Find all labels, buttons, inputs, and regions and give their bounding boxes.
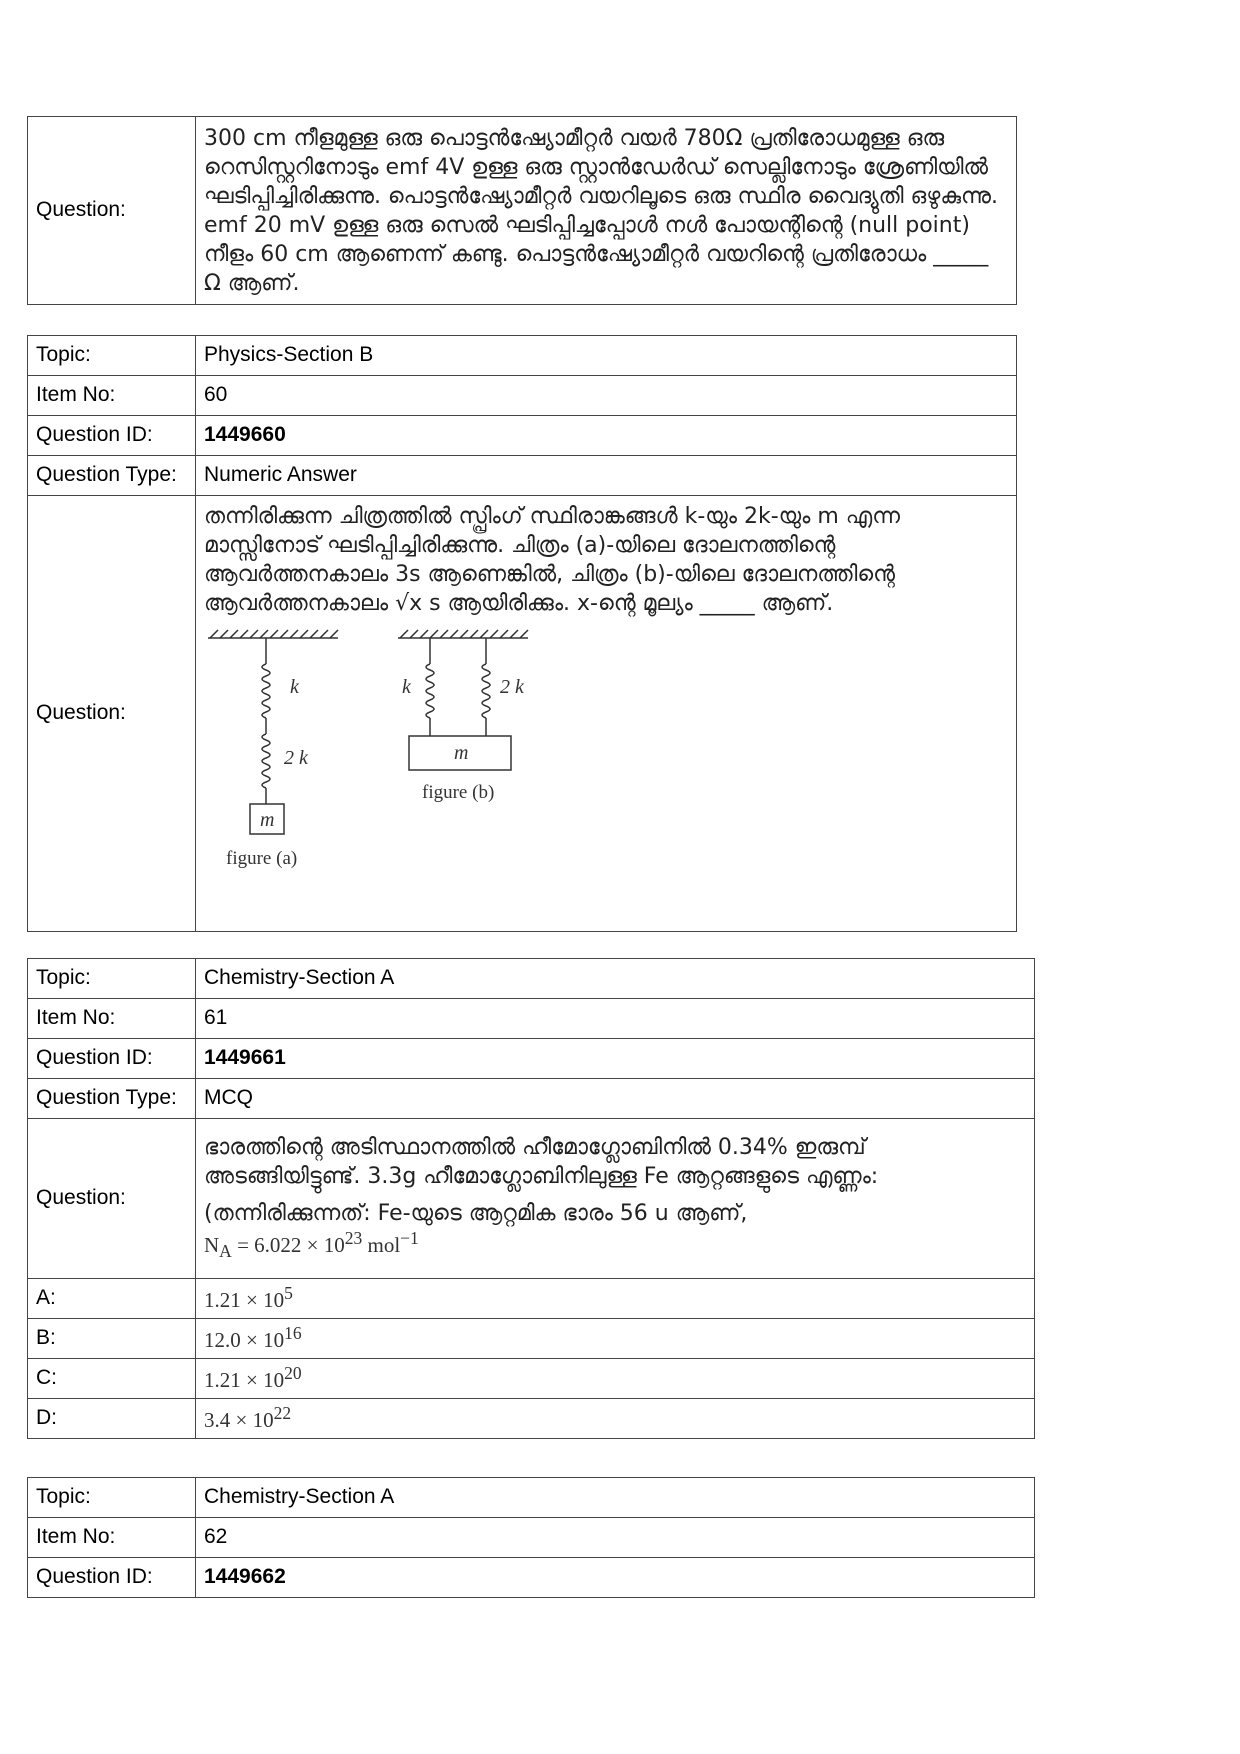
given-text: (തന്നിരിക്കുന്നത്: Fe-യുടെ ആറ്റമിക ഭാരം 56 u ആണ്, xyxy=(204,1201,748,1227)
topic-value: Chemistry-Section A xyxy=(196,959,1035,999)
topic-value: Chemistry-Section A xyxy=(196,1478,1035,1518)
topic-value: Physics-Section B xyxy=(196,336,1017,376)
label-k-a: k xyxy=(290,676,299,698)
question-text: തന്നിരിക്കുന്ന ചിത്രത്തിൽ സ്പ്രിംഗ് സ്ഥിരാങ്കങ്ങൾ k-യും 2k-യും m എന്ന മാസ്സിനോട് ഘടിപ്പിച്ചിരിക്കുന്നു. ചിത്രം (a)-യിലെ ദോലനത്തിന്റെ ആവർത്തനകാലം 3s ആണെങ്കിൽ, ചിത്രം (b)-യിലെ ദോലനത്തിന്റെ ആവർത്തനകാലം √x s ആയിരിക്കും. x-ന്റെ മൂല്യം _____ ആണ്. xyxy=(204,504,900,616)
label-m-b: m xyxy=(454,742,469,764)
question-block-60 xyxy=(27,335,1017,932)
question-text: ഭാരത്തിന്റെ അടിസ്ഥാനത്തിൽ ഹീമോഗ്ലോബിനിൽ 0.34% ഇരുമ്പ് അടങ്ങിയിട്ടുണ്ട്. 3.3g ഹീമോഗ്ലോബിനിലുള്ള Fe ആറ്റങ്ങളുടെ എണ്ണം: xyxy=(204,1135,879,1190)
avogadro-constant: $N_A = 6.022 \times 10^{23}$ mol$^{-1}$ xyxy=(204,1228,419,1262)
label-m-a: m xyxy=(260,809,275,831)
ceiling-hatch-a xyxy=(210,630,338,638)
option-b-value: $12.0 \times 10^{16}$ xyxy=(196,1319,1035,1359)
option-b-label: B: xyxy=(28,1319,196,1359)
option-d-value: $3.4 \times 10^{22}$ xyxy=(196,1399,1035,1439)
question-id-value: 1449662 xyxy=(196,1558,1035,1598)
item-no-label: Item No: xyxy=(28,376,196,416)
option-a-label: A: xyxy=(28,1279,196,1319)
item-no-value: 62 xyxy=(196,1518,1035,1558)
question-id-value: 1449661 xyxy=(196,1039,1035,1079)
question-label: Question: xyxy=(28,117,196,305)
question-id-label: Question ID: xyxy=(28,416,196,456)
item-no-value: 60 xyxy=(196,376,1017,416)
topic-label: Topic: xyxy=(28,1478,196,1518)
spring-diagram xyxy=(204,626,564,876)
question-type-label: Question Type: xyxy=(28,456,196,496)
question-block-59 xyxy=(27,116,1017,305)
spring-2k-b xyxy=(482,664,490,718)
question-label: Question: xyxy=(28,1119,196,1279)
spring-figure xyxy=(204,618,1008,889)
question-block-62 xyxy=(27,1477,1035,1598)
item-no-label: Item No: xyxy=(28,1518,196,1558)
ceiling-hatch-b xyxy=(400,630,528,638)
option-c-value: $1.21 \times 10^{20}$ xyxy=(196,1359,1035,1399)
label-2k-b: 2 k xyxy=(500,676,524,698)
option-d-label: D: xyxy=(28,1399,196,1439)
caption-a: figure (a) xyxy=(226,848,298,869)
question-type-value: Numeric Answer xyxy=(196,456,1017,496)
question-type-label: Question Type: xyxy=(28,1079,196,1119)
caption-b: figure (b) xyxy=(422,782,495,803)
spring-k-a xyxy=(262,664,270,718)
item-no-value: 61 xyxy=(196,999,1035,1039)
question-text: 300 cm നീളമുള്ള ഒരു പൊട്ടൻഷ്യോമീറ്റർ വയർ 780Ω പ്രതിരോധമുള്ള ഒരു റെസിസ്റ്ററിനോടും emf 4V ഉള്ള ഒരു സ്റ്റാൻഡേർഡ് സെല്ലിനോടും ശ്രേണിയിൽ ഘടിപ്പിച്ചിരിക്കുന്നു. പൊട്ടൻഷ്യോമീറ്റർ വയറിലൂടെ ഒരു സ്ഥിര വൈദ്യുതി ഒഴുകുന്നു. emf 20 mV ഉള്ള ഒരു സെൽ ഘടിപ്പിച്ചപ്പോൾ നൾ പോയന്റിന്റെ (null point) നീളം 60 cm ആണെന്ന് കണ്ടു. പൊട്ടൻഷ്യോമീറ്റർ വയറിന്റെ പ്രതിരോധം _____ Ω ആണ്. xyxy=(204,125,998,296)
spring-2k-a xyxy=(262,734,270,788)
question-type-value: MCQ xyxy=(196,1079,1035,1119)
topic-label: Topic: xyxy=(28,959,196,999)
spring-k-b xyxy=(426,664,434,718)
item-no-label: Item No: xyxy=(28,999,196,1039)
question-label: Question: xyxy=(28,496,196,932)
question-id-value: 1449660 xyxy=(196,416,1017,456)
label-2k-a: 2 k xyxy=(284,747,308,769)
question-id-label: Question ID: xyxy=(28,1039,196,1079)
option-c-label: C: xyxy=(28,1359,196,1399)
option-a-value: $1.21 \times 10^5$ xyxy=(196,1279,1035,1319)
question-block-61 xyxy=(27,958,1035,1439)
question-id-label: Question ID: xyxy=(28,1558,196,1598)
label-k-b: k xyxy=(402,676,411,698)
topic-label: Topic: xyxy=(28,336,196,376)
